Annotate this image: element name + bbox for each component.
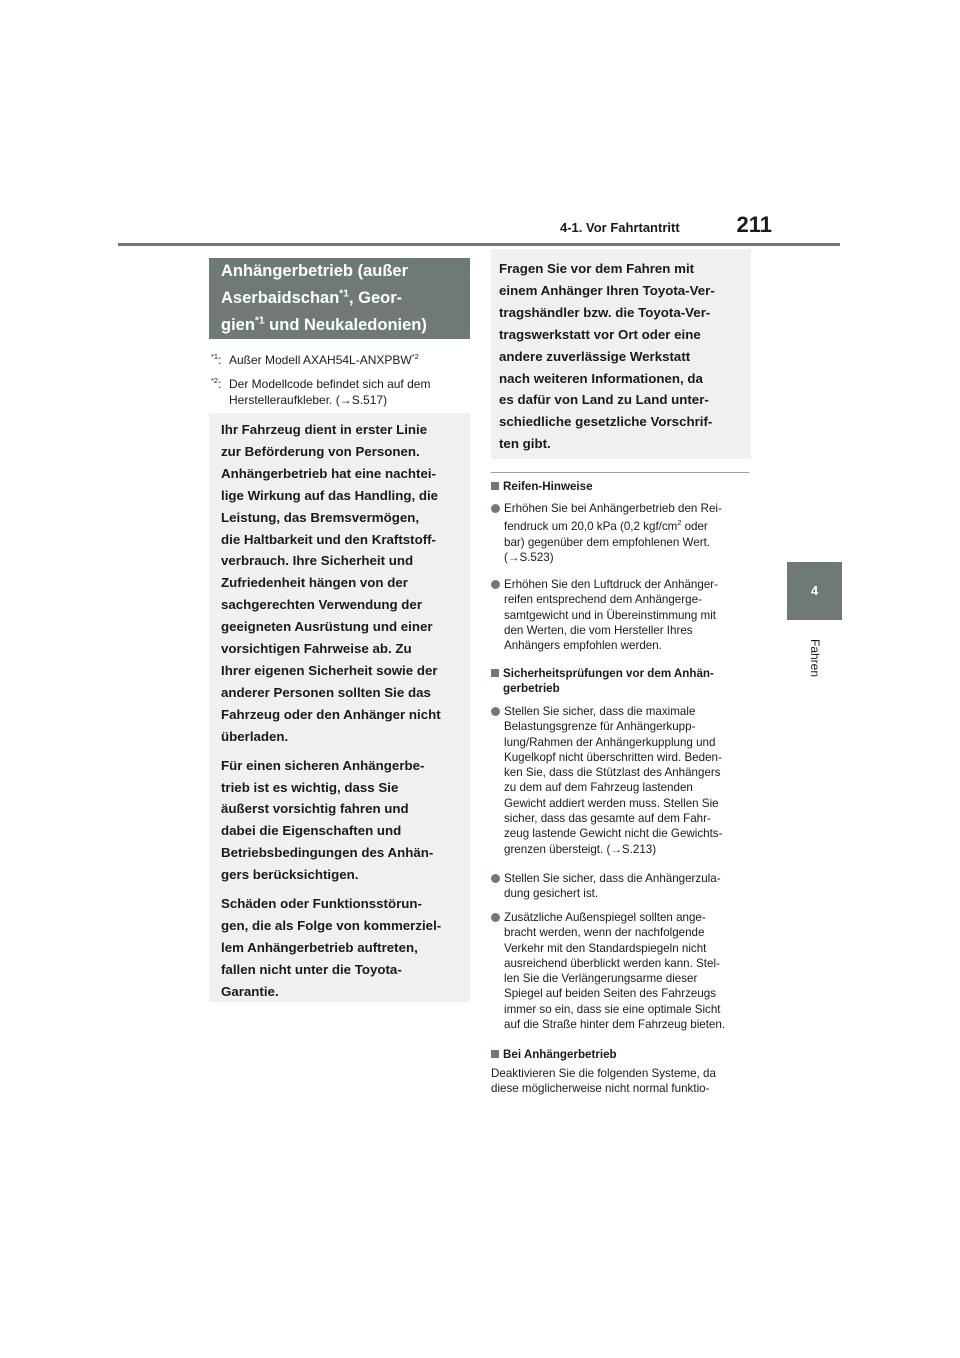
text-line: trieb ist es wichtig, dass Sie: [221, 779, 399, 795]
title-sup: *1: [254, 315, 265, 327]
header-rule: [118, 243, 840, 246]
footnote-line: Der Modellcode befindet sich auf dem: [229, 377, 431, 391]
title-text: Aserbaidschan: [221, 289, 340, 307]
heading-trailer-operation: [491, 1047, 753, 1062]
chapter-tab-label: [778, 628, 852, 688]
text-line: sicher, dass das gesamte auf dem Fahr-: [504, 812, 711, 826]
text-line: Für einen sicheren Anhängerbe-: [221, 757, 425, 773]
section-separator: [491, 472, 749, 473]
text-line: immer so ein, dass sie eine optimale Sicht: [504, 1002, 721, 1016]
text-line: anderer Personen sollten Sie das: [221, 684, 431, 700]
text-line: gers berücksichtigen.: [221, 867, 359, 883]
note-box: [491, 249, 751, 459]
chapter-tab-text: Fahren: [808, 638, 822, 678]
square-bullet-icon: [491, 482, 499, 490]
text-line: [504, 519, 756, 534]
text-line: Erhöhen Sie bei Anhängerbetrieb den Rei-: [504, 502, 722, 515]
text-line: reifen entsprechend dem Anhängerge-: [504, 593, 702, 607]
text-line: dung gesichert ist.: [504, 887, 599, 901]
text-line: Zusätzliche Außenspiegel sollten ange-: [504, 911, 706, 924]
text-line: tragshändler bzw. die Toyota-Ver-: [499, 304, 711, 320]
heading-text: Reifen-Hinweise: [503, 480, 593, 493]
footnote-text: [229, 376, 469, 408]
footnote-sep: :: [218, 377, 222, 391]
text-line: Erhöhen Sie den Luftdruck der Anhänger-: [504, 578, 718, 591]
text-line: Fragen Sie vor dem Fahren mit: [499, 261, 695, 276]
text-line: grenzen übersteigt. (→S.213): [504, 842, 657, 856]
text-line: auf die Straße hinter dem Fahrzeug bieten.: [504, 1018, 726, 1032]
text-line: verbrauch. Ihre Sicherheit und: [221, 553, 414, 569]
superscript: 2: [677, 518, 682, 528]
text-line: Betriebsbedingungen des Anhän-: [221, 845, 434, 861]
text-line: Kugelkopf nicht überschritten wird. Beden-: [504, 750, 722, 764]
text-line: Stellen Sie sicher, dass die maximale: [504, 705, 696, 718]
text-line: zeug lastende Gewicht nicht die Gewichts-: [504, 827, 723, 841]
text-line: zu dem auf dem Fahrzeug lastenden: [504, 781, 693, 795]
intro-paragraph-3: [221, 893, 458, 1003]
intro-box: [209, 413, 470, 1002]
text-line: äußerst vorsichtig fahren und: [221, 801, 409, 817]
intro-paragraph-2: [221, 755, 458, 886]
text-line: ken Sie, dass die Stützlast des Anhängers: [504, 766, 721, 780]
chapter-tab: 4: [787, 562, 842, 620]
title-line-2: [221, 285, 458, 312]
section-title: [209, 258, 470, 339]
page-number: 211: [736, 212, 772, 237]
text-line: (→S.523): [504, 550, 554, 564]
text-line: Leistung, das Bremsvermögen,: [221, 509, 420, 525]
text-line: den Werten, die vom Hersteller Ihres: [504, 623, 693, 637]
text-line: überladen.: [221, 728, 289, 744]
text-line: Ihrer eigenen Sicherheit sowie der: [221, 662, 438, 678]
text-line: dabei die Eigenschaften und: [221, 823, 402, 839]
text-part: fendruck um 20,0 kPa (0,2 kgf/cm: [504, 520, 678, 534]
text-line: nach weiteren Informationen, da: [499, 370, 703, 386]
footnote-marker: [211, 376, 221, 392]
footnote-1: [211, 352, 471, 369]
heading-tires: [491, 479, 753, 494]
title-text: gien: [221, 316, 255, 334]
round-bullet-icon: [491, 913, 500, 922]
text-line: ten gibt.: [499, 436, 551, 452]
text-line: samtgewicht und in Übereinstimmung mit: [504, 608, 716, 622]
text-line: Zufriedenheit hängen von der: [221, 575, 408, 591]
text-line: sachgerechten Verwendung der: [221, 597, 422, 613]
text-line: vorsichtigen Fahrweise ab. Zu: [221, 641, 412, 657]
bullet-safety-1: [491, 704, 756, 857]
text-line: Belastungsgrenze für Anhängerkupp-: [504, 720, 696, 734]
footnote-marker-text: *2: [211, 376, 219, 385]
text-line: zur Beförderung von Personen.: [221, 443, 420, 459]
text-line: Fahrzeug oder den Anhänger nicht: [221, 706, 441, 722]
text-line: bar) gegenüber dem empfohlenen Wert.: [504, 535, 711, 549]
text-line: Garantie.: [221, 983, 279, 999]
text-line: Schäden oder Funktionsstörun-: [221, 896, 422, 912]
text-line: tragswerkstatt vor Ort oder eine: [499, 326, 701, 342]
footnote-sep: :: [218, 353, 222, 367]
text-part: oder: [681, 520, 708, 534]
text-line: fallen nicht unter die Toyota-: [221, 961, 402, 977]
heading-text: Bei Anhängerbetrieb: [503, 1048, 617, 1061]
text-line: Deaktivieren Sie die folgenden Systeme, da: [491, 1067, 716, 1080]
text-line: ausreichend überblickt werden kann. Stel-: [504, 956, 720, 970]
intro-paragraph-1: [221, 419, 458, 748]
title-line-1: Anhängerbetrieb (außer: [221, 262, 409, 280]
text-line: geeigneten Ausrüstung und einer: [221, 619, 433, 635]
text-line: bracht werden, wenn der nachfolgende: [504, 926, 705, 940]
heading-safety-checks: [491, 666, 753, 697]
square-bullet-icon: [491, 1050, 499, 1058]
title-text: und Neukaledonien): [264, 316, 427, 334]
text-line: lige Wirkung auf das Handling, die: [221, 487, 439, 503]
text-line: Spiegel auf beiden Seiten des Fahrzeugs: [504, 987, 717, 1001]
text-line: andere zuverlässige Werkstatt: [499, 348, 691, 364]
text-line: einem Anhänger Ihren Toyota-Ver-: [499, 282, 715, 298]
title-line-3: [221, 312, 458, 339]
chapter-title: 4-1. Vor Fahrtantritt: [560, 220, 680, 235]
text-line: Stellen Sie sicher, dass die Anhängerzula-: [504, 872, 721, 885]
title-text: , Geor-: [348, 289, 403, 307]
footnote-marker: [211, 352, 221, 368]
trailer-operation-text: [491, 1066, 753, 1097]
footnote-2: [211, 376, 471, 410]
bullet-safety-2: [491, 871, 756, 902]
text-line: len Sie die Verlängerungsarme dieser: [504, 972, 698, 986]
text-line: Anhängers empfohlen werden.: [504, 639, 662, 653]
text-line: Verkehr mit den Standardspiegeln nicht: [504, 941, 707, 955]
text-line: lung/Rahmen der Anhängerkupplung und: [504, 735, 716, 749]
note-text: [499, 258, 743, 455]
square-bullet-icon: [491, 669, 499, 677]
bullet-safety-3: [491, 910, 756, 1032]
footnote-text: [229, 352, 469, 368]
footnote-text-sup: *2: [411, 352, 419, 361]
text-line: lem Anhängerbetrieb auftreten,: [221, 939, 418, 955]
round-bullet-icon: [491, 504, 500, 513]
round-bullet-icon: [491, 580, 500, 589]
text-line: Gewicht addiert werden muss. Stellen Sie: [504, 796, 719, 810]
text-line: es dafür von Land zu Land unter-: [499, 392, 709, 408]
text-line: Anhängerbetrieb hat eine nachtei-: [221, 465, 437, 481]
footnote-line: Herstelleraufkleber. (→S.517): [229, 393, 388, 407]
title-sup: *1: [339, 288, 349, 300]
heading-text: Sicherheitsprüfungen vor dem Anhän-: [503, 667, 714, 680]
text-line: die Haltbarkeit und den Kraftstoff-: [221, 531, 436, 547]
footnote-text-main: Außer Modell AXAH54L-ANXPBW: [229, 353, 412, 367]
round-bullet-icon: [491, 707, 500, 716]
text-line: Ihr Fahrzeug dient in erster Linie: [221, 422, 428, 437]
text-line: diese möglicherweise nicht normal funktio-: [491, 1082, 710, 1096]
footnote-marker-text: *1: [211, 352, 219, 361]
text-line: gen, die als Folge von kommerziel-: [221, 917, 442, 933]
bullet-tires-1: [491, 501, 756, 565]
round-bullet-icon: [491, 874, 500, 883]
bullet-tires-2: [491, 577, 756, 653]
text-line: schiedliche gesetzliche Vorschrif-: [499, 414, 713, 430]
heading-text: gerbetrieb: [503, 682, 560, 696]
